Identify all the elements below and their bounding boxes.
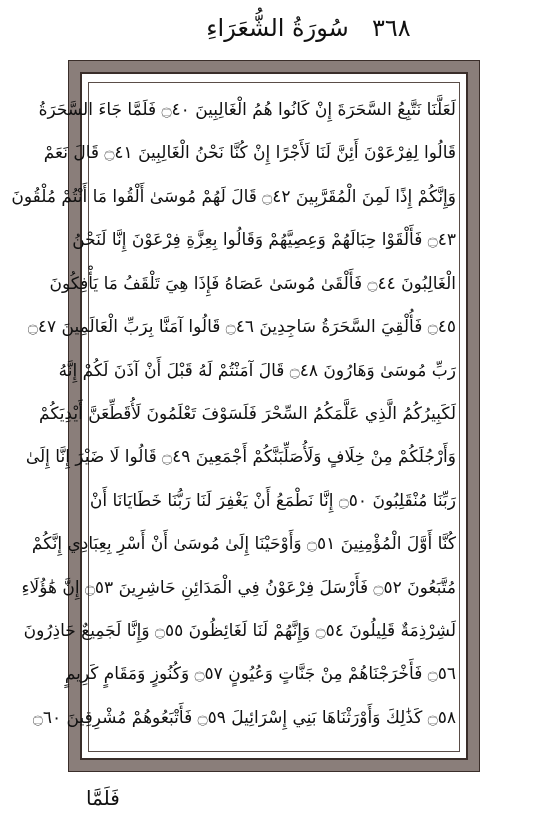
text-line: لَشِرْذِمَةٌ قَلِيلُونَ ۝٥٤ وَإِنَّهُمْ لَنَا لَغَائِظُونَ ۝٥٥ وَإِنَّا لَجَمِيعٌ حَاذِرُونَ bbox=[23, 621, 456, 642]
text-line: ۝٥٨ كَذَٰلِكَ وَأَوْرَثْنَاهَا بَنِي إِسْرَائِيلَ ۝٥٩ فَأَتْبَعُوهُمْ مُشْرِقِينَ ۝٦٠ bbox=[32, 707, 456, 728]
text-line: وَأَرْجُلَكُمْ مِنْ خِلَافٍ وَلَأُصَلِّبَنَّكُمْ أَجْمَعِينَ ۝٤٩ قَالُوا لَا ضَيْرَ إِنَّا إِلَىٰ bbox=[25, 447, 456, 468]
text-line: لَعَلَّنَا نَتَّبِعُ السَّحَرَةَ إِنْ كَانُوا هُمُ الْغَالِبِينَ ۝٤٠ فَلَمَّا جَاءَ السَّحَرَةُ bbox=[38, 100, 456, 120]
text-line: وَإِنَّكُمْ إِذًا لَمِنَ الْمُقَرَّبِينَ ۝٤٢ قَالَ لَهُمْ مُوسَىٰ أَلْقُوا مَا أَنْتُمْ مُلْقُونَ bbox=[11, 186, 456, 207]
text-line: مُتَّبَعُونَ ۝٥٢ فَأَرْسَلَ فِرْعَوْنُ فِي الْمَدَائِنِ حَاشِرِينَ ۝٥٣ إِنَّ هَٰؤُلَاءِ bbox=[21, 577, 456, 598]
catchword: فَلَمَّا bbox=[86, 786, 120, 810]
text-line: رَبِّنَا مُنْقَلِبُونَ ۝٥٠ إِنَّا نَطْمَعُ أَنْ يَغْفِرَ لَنَا رَبُّنَا خَطَايَانَا أَنْ bbox=[89, 490, 456, 511]
text-line: لَكَبِيرُكُمُ الَّذِي عَلَّمَكُمُ السِّحْرَ فَلَسَوْفَ تَعْلَمُونَ لَأُقَطِّعَنَّ أَيْدِيَكُمْ bbox=[39, 403, 456, 424]
surah-title: سُورَةُ الشُّعَرَاءِ bbox=[206, 14, 349, 42]
text-line: رَبِّ مُوسَىٰ وَهَارُونَ ۝٤٨ قَالَ آمَنْتُمْ لَهُ قَبْلَ أَنْ آذَنَ لَكُمْ إِنَّهُ bbox=[58, 360, 456, 381]
text-line: ۝٤٣ فَأَلْقَوْا حِبَالَهُمْ وَعِصِيَّهُمْ وَقَالُوا بِعِزَّةِ فِرْعَوْنَ إِنَّا لَنَحْنُ bbox=[72, 230, 456, 251]
text-line: الْغَالِبُونَ ۝٤٤ فَأَلْقَىٰ مُوسَىٰ عَصَاهُ فَإِذَا هِيَ تَلْقَفُ مَا يَأْفِكُونَ bbox=[49, 273, 456, 294]
text-line: قَالُوا لِفِرْعَوْنَ أَئِنَّ لَنَا لَأَجْرًا إِنْ كُنَّا نَحْنُ الْغَالِبِينَ ۝٤١ قَالَ نَعَمْ bbox=[43, 143, 456, 164]
text-lines bbox=[11, 96, 456, 744]
text-line: ۝٥٦ فَأَخْرَجْنَاهُمْ مِنْ جَنَّاتٍ وَعُيُونٍ ۝٥٧ وَكُنُوزٍ وَمَقَامٍ كَرِيمٍ bbox=[64, 664, 456, 685]
page-number: ٣٦٨ bbox=[372, 14, 411, 42]
text-line: ۝٤٥ فَأُلْقِيَ السَّحَرَةُ سَاجِدِينَ ۝٤٦ قَالُوا آمَنَّا بِرَبِّ الْعَالَمِينَ ۝٤٧ bbox=[27, 317, 456, 338]
text-line: كُنَّا أَوَّلَ الْمُؤْمِنِينَ ۝٥١ وَأَوْحَيْنَا إِلَىٰ مُوسَىٰ أَنْ أَسْرِ بِعِبَادِي إِنَّكُمْ bbox=[31, 534, 456, 555]
page-header bbox=[0, 0, 550, 60]
